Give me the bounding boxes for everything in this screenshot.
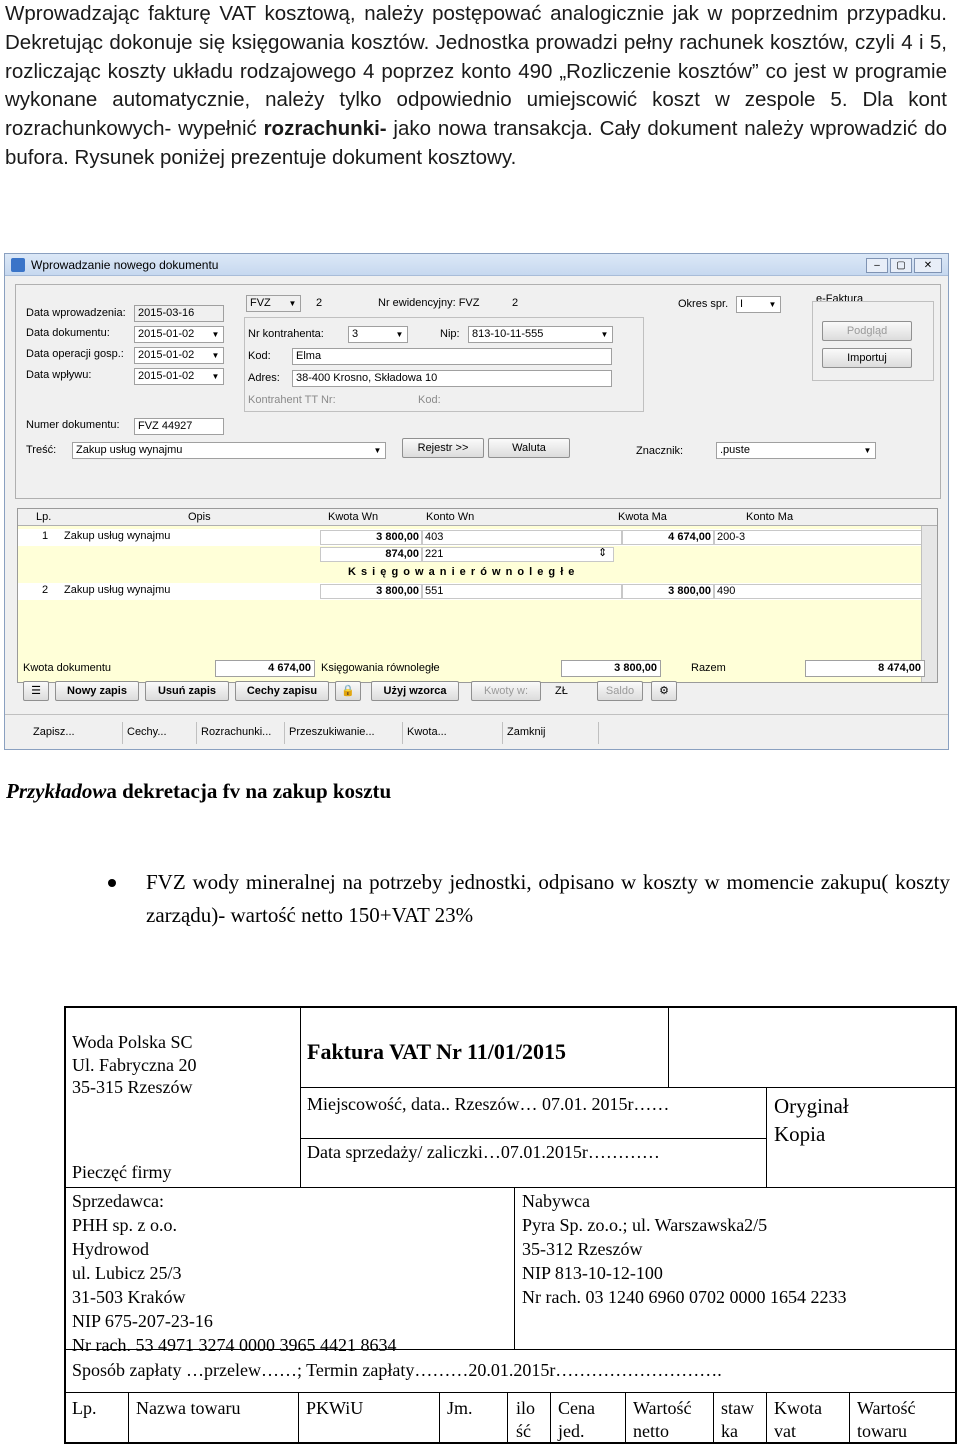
label-razem: Razem <box>691 662 726 674</box>
chevron-down-icon[interactable]: ▼ <box>211 330 220 339</box>
window-footer <box>5 714 948 750</box>
label-ksiegowania-rownolegle: Księgowania równoległe <box>321 662 440 674</box>
col-jm: Jm. <box>447 1398 473 1418</box>
label-nip: Nip: <box>440 328 460 340</box>
numer-dokumentu-field[interactable]: FVZ 44927 <box>134 418 224 435</box>
chevron-down-icon[interactable]: ▼ <box>211 372 220 381</box>
przeszukiwanie-button[interactable]: Przeszukiwanie... <box>285 722 403 744</box>
table-row[interactable] <box>18 529 937 546</box>
seller-name2: Hydrowod <box>72 1239 149 1259</box>
row-opis: Zakup usług wynajmu <box>64 584 171 596</box>
col-kwota-vat: Kwota <box>774 1398 822 1418</box>
invoice-copy: Kopia <box>774 1122 826 1146</box>
label-kontrahent-tt: Kontrahent TT Nr: <box>248 394 336 406</box>
document-header-panel <box>15 284 941 499</box>
maximize-icon[interactable]: ▢ <box>890 258 912 273</box>
invoice-place-date: Miejscowość, data.. Rzeszów… 07.01. 2015r…… <box>307 1094 670 1114</box>
buyer-account: Nr rach. 03 1240 6960 0702 0000 1654 2233 <box>522 1287 847 1307</box>
buyer-nip: NIP 813-10-12-100 <box>522 1263 663 1283</box>
label-kwota-dokumentu: Kwota dokumentu <box>23 662 112 674</box>
adres-field[interactable]: 38-400 Krosno, Składowa 10 <box>292 370 612 387</box>
col-lp: Lp. <box>36 511 52 523</box>
window-titlebar <box>5 254 948 276</box>
label-data-operacji: Data operacji gosp.: <box>26 348 124 360</box>
okres-select[interactable]: I ▼ <box>736 296 781 313</box>
waluta-button[interactable]: Waluta <box>488 438 570 458</box>
label-tresc: Treść: <box>26 444 57 456</box>
col-ilosc-2: ść <box>516 1421 531 1441</box>
znacznik-select[interactable]: .puste ▼ <box>716 442 876 459</box>
chevron-down-icon[interactable]: ▼ <box>395 330 404 339</box>
seller-city: 31-503 Kraków <box>72 1287 186 1307</box>
row-konto-wn[interactable]: 221 <box>422 547 614 562</box>
nr-kontrahenta-select[interactable]: 3 ▼ <box>348 326 408 343</box>
col-stawka: staw <box>721 1398 754 1418</box>
col-kwota-vat-2: vat <box>774 1421 796 1441</box>
col-wartosc-towaru-2: towaru <box>857 1421 907 1441</box>
seller-account: Nr rach. 53 4971 3274 0000 3965 4421 8634 <box>72 1335 397 1355</box>
buyer-label: Nabywca <box>522 1191 590 1211</box>
firm-name: Woda Polska SC <box>72 1032 193 1052</box>
row-konto-ma[interactable]: 200-3 <box>714 530 924 545</box>
grid-scrollbar[interactable] <box>921 526 937 682</box>
table-row[interactable] <box>18 583 937 600</box>
col-konto-wn: Konto Wn <box>426 511 475 523</box>
row-lp: 1 <box>42 530 49 542</box>
row-lp: 2 <box>42 584 49 596</box>
grid-header <box>18 509 937 526</box>
chevron-down-icon[interactable]: ▼ <box>600 330 609 339</box>
document-type-number: 2 <box>316 297 323 309</box>
row-kwota-ma[interactable]: 3 800,00 <box>622 584 714 599</box>
data-dokumentu-field[interactable]: 2015-01-02 ▼ <box>134 326 224 343</box>
kod-field[interactable]: Elma <box>292 348 612 365</box>
seller-label: Sprzedawca: <box>72 1191 164 1211</box>
usun-zapis-button[interactable]: Usuń zapis <box>145 681 229 701</box>
chevron-down-icon[interactable]: ▼ <box>863 446 872 455</box>
new-document-window <box>4 253 949 750</box>
row-kwota-wn[interactable]: 3 800,00 <box>320 584 422 599</box>
chevron-down-icon[interactable]: ▼ <box>211 351 220 360</box>
label-okres: Okres spr. <box>678 298 729 310</box>
parallel-booking-label: K s i ę g o w a n i e r ó w n o l e g ł e <box>348 566 576 578</box>
label-data-dokumentu: Data dokumentu: <box>26 327 110 339</box>
label-numer-dokumentu: Numer dokumentu: <box>26 419 120 431</box>
example-bullet: FVZ wody mineralnej na potrzeby jednostki, odpisano w koszty w momencie zakupu( koszty zarządu)- wartość netto 150+VAT 23% <box>108 866 950 932</box>
row-kwota-ma[interactable]: 4 674,00 <box>622 530 714 545</box>
table-row[interactable] <box>18 546 937 563</box>
col-lp: Lp. <box>72 1398 97 1418</box>
col-ilosc: ilo <box>516 1398 536 1418</box>
tresc-field[interactable]: Zakup usług wynajmu ▼ <box>72 442 386 459</box>
nip-select[interactable]: 813-10-11-555 ▼ <box>468 326 613 343</box>
label-data-wplywu: Data wpływu: <box>26 369 92 381</box>
close-icon[interactable]: ✕ <box>914 258 942 273</box>
invoice-sale-date: Data sprzedaży/ zaliczki…07.01.2015r………… <box>307 1142 660 1162</box>
seller-nip: NIP 675-207-23-16 <box>72 1311 213 1331</box>
firm-city: 35-315 Rzeszów <box>72 1077 193 1097</box>
lock-icon[interactable]: 🔒 <box>335 681 361 701</box>
invoice-title: Faktura VAT Nr 11/01/2015 <box>307 1039 566 1064</box>
col-netto-2: netto <box>633 1421 669 1441</box>
efaktura-group <box>812 301 934 381</box>
zamknij-button[interactable]: Zamknij <box>503 722 599 744</box>
label-kod: Kod: <box>248 350 271 362</box>
data-wprowadzenia-field: 2015-03-16 <box>134 305 224 322</box>
label-efaktura: e-Faktura <box>816 293 864 305</box>
label-adres: Adres: <box>248 372 280 384</box>
minimize-icon[interactable]: – <box>866 258 888 273</box>
data-wplywu-field[interactable]: 2015-01-02 ▼ <box>134 368 224 385</box>
kwota-dokumentu-value: 4 674,00 <box>215 660 315 677</box>
col-konto-ma: Konto Ma <box>746 511 794 523</box>
seller-name: PHH sp. z o.o. <box>72 1215 178 1235</box>
label-kod-tt: Kod: <box>418 394 441 406</box>
currency-label: ZŁ <box>555 685 568 697</box>
col-netto: Wartość <box>633 1398 692 1418</box>
row-konto-wn[interactable]: 551 <box>422 584 622 599</box>
col-cena-2: jed. <box>558 1421 585 1441</box>
buyer-city: 35-312 Rzeszów <box>522 1239 643 1259</box>
section-title: Przykładowa dekretacja fv na zakup kosztu <box>6 779 392 803</box>
chevron-down-icon[interactable]: ▼ <box>768 300 777 309</box>
col-kwota-ma: Kwota Ma <box>618 511 667 523</box>
importuj-button[interactable]: Importuj <box>822 348 912 368</box>
col-opis: Opis <box>188 511 211 523</box>
rejestr-button[interactable]: Rejestr >> <box>402 438 484 458</box>
document-type-select[interactable]: FVZ ▼ <box>246 295 301 312</box>
col-cena: Cena <box>558 1398 595 1418</box>
app-icon <box>11 258 25 272</box>
row-kwota-wn[interactable]: 874,00 <box>320 547 422 562</box>
zapisz-button[interactable]: Zapisz... <box>29 722 123 744</box>
buyer-name: Pyra Sp. zo.o.; ul. Warszawska2/5 <box>522 1215 768 1235</box>
row-konto-ma[interactable]: 490 <box>714 584 924 599</box>
kwota-button[interactable]: Kwota... <box>403 722 503 744</box>
row-opis: Zakup usług wynajmu <box>64 530 171 542</box>
col-wartosc-towaru: Wartość <box>857 1398 916 1418</box>
nr-ewidencyjny-value: 2 <box>512 297 519 309</box>
data-operacji-field[interactable]: 2015-01-02 ▼ <box>134 347 224 364</box>
label-data-wprowadzenia: Data wprowadzenia: <box>26 307 126 319</box>
invoice-original: Oryginał <box>774 1094 849 1118</box>
invoice-form <box>64 1006 957 1444</box>
nowy-zapis-button[interactable]: Nowy zapis <box>55 681 139 701</box>
kwoty-w-button[interactable]: Kwoty w: <box>471 681 541 701</box>
cechy-button[interactable]: Cechy... <box>123 722 197 744</box>
parallel-booking-header <box>18 565 937 582</box>
col-nazwa: Nazwa towaru <box>136 1398 241 1418</box>
rozrachunki-button[interactable]: Rozrachunki... <box>197 722 285 744</box>
cechy-zapisu-button[interactable]: Cechy zapisu <box>235 681 329 701</box>
payment-terms: Sposób zapłaty …przelew……; Termin zapłaty………20.01.2015r………………………. <box>72 1360 722 1380</box>
entries-grid <box>17 508 938 683</box>
col-kwota-wn: Kwota Wn <box>328 511 379 523</box>
row-kwota-wn[interactable]: 3 800,00 <box>320 530 422 545</box>
label-nr-ewidencyjny: Nr ewidencyjny: FVZ <box>378 297 480 309</box>
saldo-button[interactable]: Saldo <box>597 681 643 701</box>
menu-lines-icon[interactable]: ☰ <box>23 681 49 701</box>
seller-street: ul. Lubicz 25/3 <box>72 1263 182 1283</box>
col-pkwiu: PKWiU <box>306 1398 364 1418</box>
spin-icon[interactable]: ⇕ <box>598 547 608 559</box>
firm-stamp-label: Pieczęć firmy <box>72 1162 172 1182</box>
intro-paragraph: Wprowadzając fakturę VAT kosztową, należy postępować analogicznie jak w poprzednim przypadku. Dekretując dokonuje się księgowania kosztów. Jednostka prowadzi pełny rachunek kosztów, czyli 4 i 5, rozliczając koszty układu rodzajowego 4 poprzez konto 490 „Rozliczenie kosztów” co jest w programie wykonane automatycznie, należy tylko odpowiednio umiejscowić koszt w zespole 5. Dla kont rozrachunkowych- wypełnić rozrachunki- jako nowa transakcja. Cały dokument należy wprowadzić do bufora. Rysunek poniżej prezentuje dokument kosztowy. <box>5 2 947 169</box>
chevron-down-icon[interactable]: ▼ <box>373 446 382 455</box>
ksiegowania-rownolegle-value: 3 800,00 <box>561 660 661 677</box>
podglad-button[interactable]: Podgląd <box>822 321 912 341</box>
label-znacznik: Znacznik: <box>636 445 684 457</box>
uzyj-wzorca-button[interactable]: Użyj wzorca <box>371 681 459 701</box>
label-nr-kontrahenta: Nr kontrahenta: <box>248 328 324 340</box>
settings-icon[interactable]: ⚙ <box>651 681 677 701</box>
chevron-down-icon[interactable]: ▼ <box>288 299 297 308</box>
firm-street: Ul. Fabryczna 20 <box>72 1055 197 1075</box>
window-title: Wprowadzanie nowego dokumentu <box>31 257 219 272</box>
col-stawka-2: ka <box>721 1421 738 1441</box>
razem-value: 8 474,00 <box>805 660 925 677</box>
row-konto-wn[interactable]: 403 <box>422 530 622 545</box>
